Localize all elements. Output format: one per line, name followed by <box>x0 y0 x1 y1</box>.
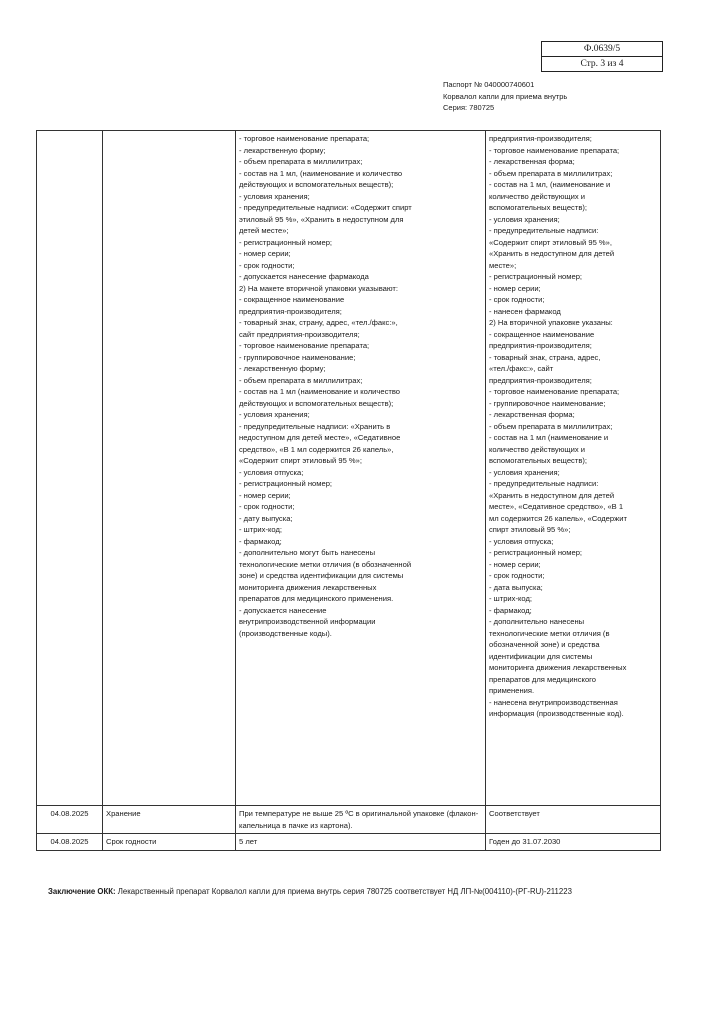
list-item: - срок годности; <box>239 260 295 270</box>
list-item: - номер серии; <box>239 490 291 500</box>
list-item: - нанесен фармакод <box>489 306 561 316</box>
list-item: обозначенной зоне) и средства <box>489 640 600 649</box>
list-item: - предупредительные надписи: «Хранить в <box>239 421 391 431</box>
list-item: зоне) и средства идентификации для системы <box>239 571 404 580</box>
passport-header <box>443 79 567 114</box>
list-item: вспомогательных веществ); <box>489 456 587 465</box>
list-item: - объем препарата в миллилитрах; <box>489 168 613 178</box>
list-item: - лекарственная форма; <box>489 157 575 166</box>
list-item: - фармакод; <box>489 605 532 615</box>
row-date: 04.08.2025 <box>37 834 103 851</box>
table-row-shelf-life <box>37 834 661 851</box>
list-item: - состав на 1 мл (наименование и <box>489 433 609 442</box>
list-item: предприятия-производителя; <box>489 134 592 143</box>
list-item: месте»; <box>489 260 517 270</box>
list-item: - лекарственная форма; <box>489 410 575 419</box>
list-item: - номер серии; <box>489 283 541 293</box>
list-item: - условия хранения; <box>489 467 560 477</box>
list-item: - объем препарата в миллилитрах; <box>239 157 363 166</box>
series-number: Серия: 780725 <box>443 103 495 112</box>
list-item: - предупредительные надписи: <box>489 479 599 488</box>
list-item: - срок годности; <box>239 502 295 511</box>
list-item: - состав на 1 мл, (наименование и <box>489 180 611 189</box>
product-name: Корвалол капли для приема внутрь <box>443 91 568 101</box>
list-item: - товарный знак, страна, адрес, <box>489 352 601 362</box>
conclusion <box>48 886 608 898</box>
list-item: препаратов для медицинского <box>489 674 597 684</box>
list-item: вспомогательных веществ); <box>489 203 587 212</box>
result-list <box>486 131 661 806</box>
row-result: Годен до 31.07.2030 <box>486 834 661 851</box>
list-item: предприятия-производителя; <box>489 375 592 385</box>
list-item: - номер серии; <box>239 249 291 258</box>
list-item: - дополнительно могут быть нанесены <box>239 548 376 557</box>
list-item: - фармакод; <box>239 536 282 546</box>
list-item: - штрих-код; <box>489 594 533 603</box>
list-item: месте», «Седативное средство», «В 1 <box>489 502 624 511</box>
list-item: «Хранить в недоступном для детей <box>489 249 615 258</box>
cell-empty-parameter <box>103 131 236 806</box>
list-item: мониторинга движения лекарственных <box>239 582 377 592</box>
list-item: внутрипроизводственной информации <box>239 617 376 626</box>
list-item: - условия отпуска; <box>239 467 304 477</box>
list-item: технологические метки отличия (в обозначенной <box>239 559 412 569</box>
list-item: - объем препарата в миллилитрах; <box>489 421 613 431</box>
row-date: 04.08.2025 <box>37 806 103 834</box>
list-item: действующих и вспомогательных веществ); <box>239 180 394 189</box>
list-item: - дата выпуска; <box>489 582 543 592</box>
list-item: 2) На вторичной упаковке указаны: <box>489 318 613 327</box>
list-item: - допускается нанесение фармакода <box>239 272 369 281</box>
cell-empty-date <box>37 131 103 806</box>
requirement-list <box>236 131 486 806</box>
list-item: - условия хранения; <box>239 410 310 419</box>
list-item: 2) На макете вторичной упаковки указывают: <box>239 283 399 293</box>
list-item: - предупредительные надписи: «Содержит спирт <box>239 203 412 212</box>
list-item: - условия хранения; <box>239 191 310 201</box>
list-item: - срок годности; <box>489 295 545 304</box>
list-item: информация (производственные код). <box>489 709 624 718</box>
list-item: «Содержит спирт этиловый 95 %»; <box>239 456 362 465</box>
list-item: идентификации для системы <box>489 651 593 661</box>
page-number: Стр. 3 из 4 <box>542 56 662 71</box>
list-item: - товарный знак, страну, адрес, «тел./факс:», <box>239 318 398 327</box>
list-item: «Содержит спирт этиловый 95 %», <box>489 237 612 247</box>
list-item: - условия отпуска; <box>489 536 554 546</box>
list-item: - регистрационный номер; <box>489 548 583 557</box>
row-requirement: 5 лет <box>236 834 486 851</box>
quality-table <box>36 130 661 851</box>
list-item: «Хранить в недоступном для детей <box>489 490 615 500</box>
row-requirement: При температуре не выше 25 ºС в оригинальной упаковке (флакон-капельница в пачке из картона). <box>236 806 486 834</box>
list-item: - номер серии; <box>489 559 541 569</box>
form-number-box <box>541 41 663 72</box>
list-item: сайт предприятия-производителя; <box>239 329 360 339</box>
list-item: - торговое наименование препарата; <box>239 134 370 143</box>
passport-number: Паспорт № 040000740601 <box>443 80 535 89</box>
list-item: - лекарственную форму; <box>239 364 326 373</box>
row-parameter: Хранение <box>103 806 236 834</box>
list-item: - лекарственную форму; <box>239 145 326 155</box>
list-item: - торговое наименование препарата; <box>239 341 370 350</box>
table-row-storage <box>37 806 661 834</box>
list-item: (производственные коды). <box>239 628 332 638</box>
list-item: - срок годности; <box>489 571 545 580</box>
list-item: этиловый 95 %», «Хранить в недоступном для <box>239 214 404 224</box>
row-parameter: Срок годности <box>103 834 236 851</box>
list-item: предприятия-производителя; <box>489 341 592 350</box>
list-item: - группировочное наименование; <box>239 352 356 362</box>
list-item: - состав на 1 мл, (наименование и количество <box>239 168 403 178</box>
list-item: - объем препарата в миллилитрах; <box>239 375 363 385</box>
list-item: - регистрационный номер; <box>239 237 333 247</box>
list-item: технологические метки отличия (в <box>489 628 610 638</box>
list-item: - предупредительные надписи: <box>489 226 599 235</box>
list-item: действующих и вспомогательных веществ); <box>239 398 394 408</box>
table-row-labeling <box>37 131 661 806</box>
list-item: - регистрационный номер; <box>239 479 333 488</box>
list-item: - штрих-код; <box>239 525 283 534</box>
list-item: - нанесена внутрипроизводственная <box>489 697 618 707</box>
list-item: спирт этиловый 95 %»; <box>489 525 571 534</box>
list-item: предприятия-производителя; <box>239 306 342 316</box>
list-item: средство», «В 1 мл содержится 26 капель», <box>239 444 394 454</box>
list-item: - регистрационный номер; <box>489 272 583 281</box>
conclusion-text: Лекарственный препарат Корвалол капли для приема внутрь серия 780725 соответствует НД ЛП-№(004110)-(РГ-RU)-211223 <box>115 887 572 896</box>
form-code: Ф.0639/5 <box>583 44 621 54</box>
list-item: мл содержится 26 капель», «Содержит <box>489 513 627 523</box>
list-item: - дату выпуска; <box>239 513 293 523</box>
list-item: препаратов для медицинского применения. <box>239 594 394 603</box>
list-item: применения. <box>489 686 535 695</box>
list-item: - допускается нанесение <box>239 605 327 615</box>
list-item: - группировочное наименование; <box>489 398 606 408</box>
list-item: количество действующих и <box>489 444 586 454</box>
conclusion-label: Заключение ОКК: <box>48 887 116 896</box>
list-item: - торговое наименование препарата; <box>489 145 620 155</box>
list-item: детей месте»; <box>239 226 289 235</box>
list-item: мониторинга движения лекарственных <box>489 663 627 672</box>
list-item: - состав на 1 мл (наименование и количество <box>239 387 401 396</box>
list-item: - условия хранения; <box>489 214 560 224</box>
list-item: - дополнительно нанесены <box>489 617 585 626</box>
list-item: количество действующих и <box>489 191 586 201</box>
list-item: недоступном для детей месте», «Седативное <box>239 433 401 442</box>
row-result: Соответствует <box>486 806 661 834</box>
list-item: «тел./факс:», сайт <box>489 364 554 373</box>
list-item: - торговое наименование препарата; <box>489 387 620 396</box>
list-item: - сокращенное наименование <box>239 295 345 304</box>
list-item: - сокращенное наименование <box>489 329 595 339</box>
